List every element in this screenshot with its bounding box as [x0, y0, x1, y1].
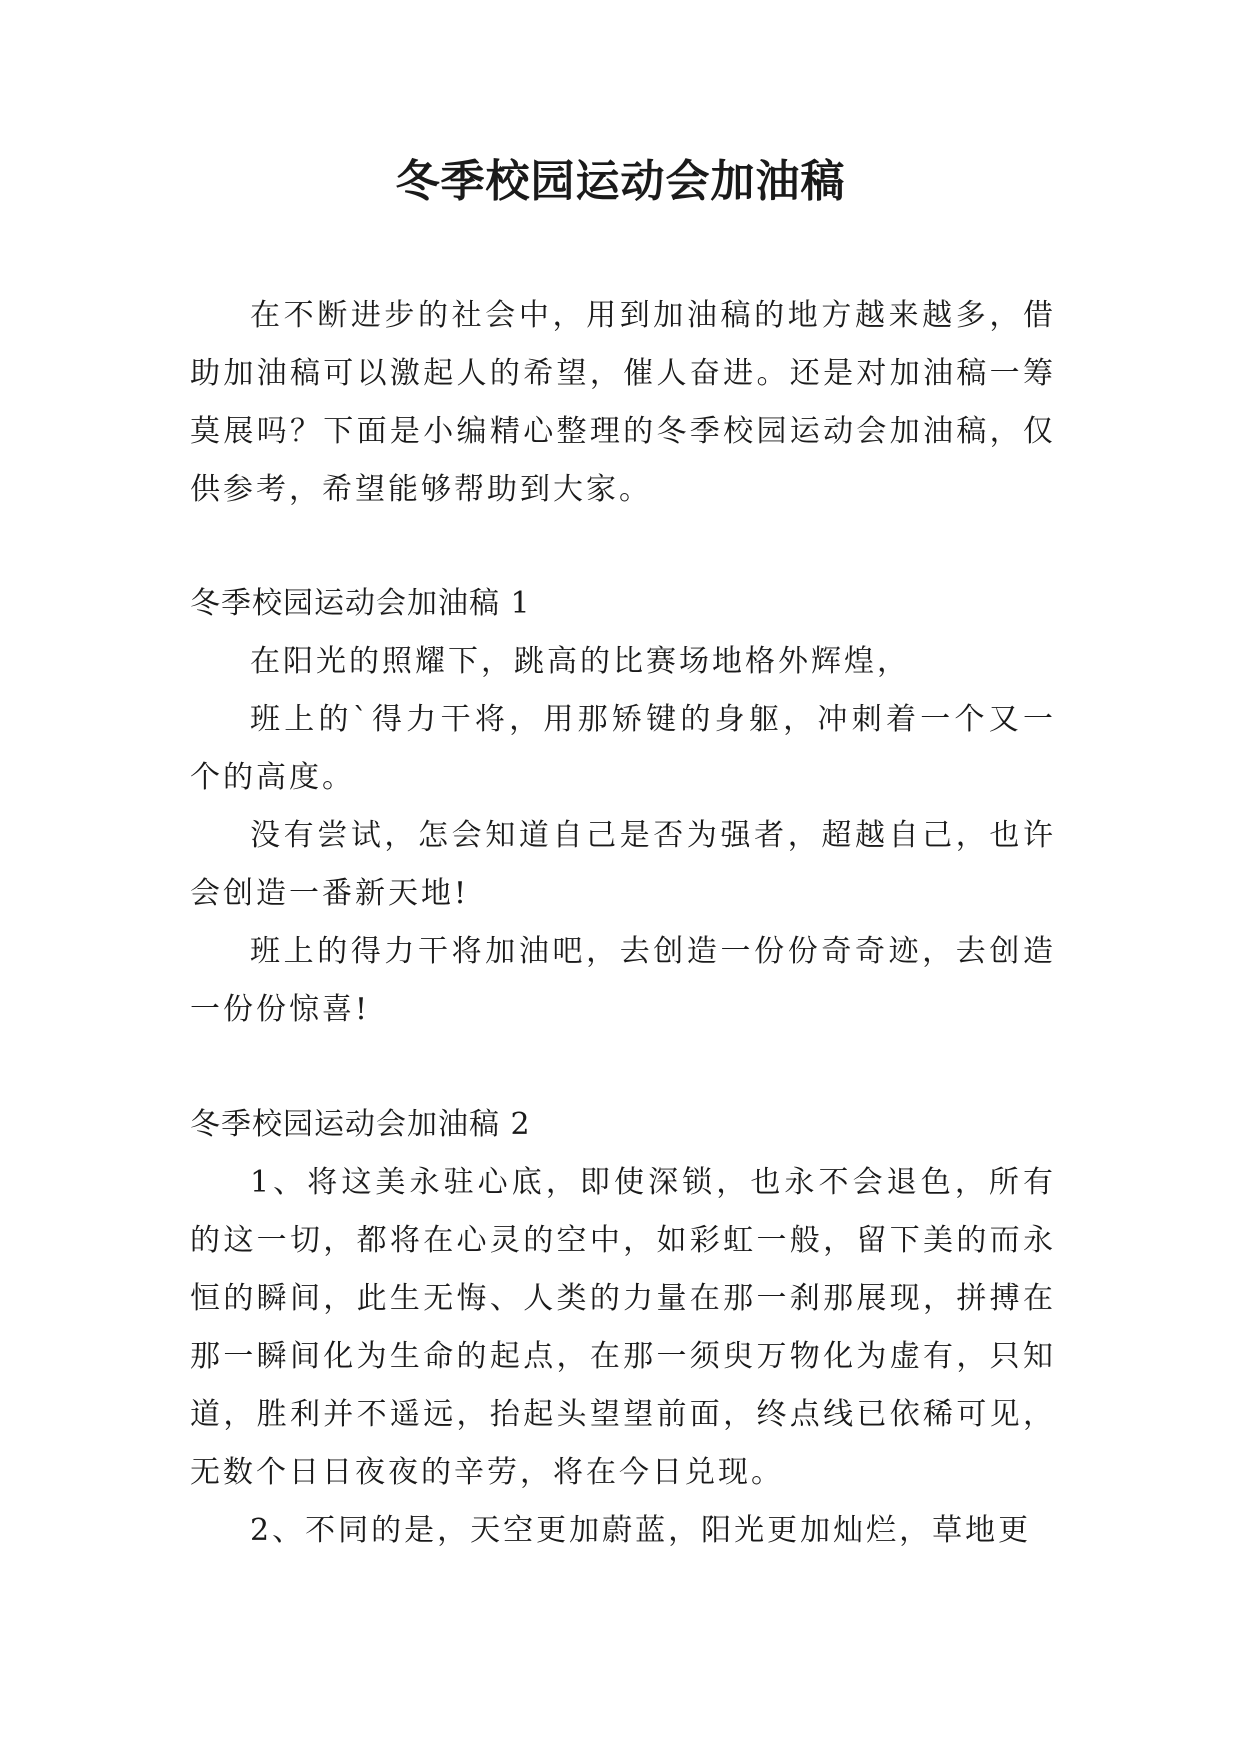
section-2-body	[190, 1154, 1056, 1560]
section-1-body	[190, 633, 1056, 1039]
section-heading: 冬季校园运动会加油稿 1	[190, 586, 531, 621]
section-2-paragraph-1: 1、将这美永驻心底，即使深锁，也永不会退色，所有的这一切，都将在心灵的空中，如彩虹一般，留下美的而永恒的瞬间，此生无悔、人类的力量在那一刹那展现，拼搏在那一瞬间化为生命的起点，在那一须臾万物化为虚有，只知道，胜利并不遥远，抬起头望望前面，终点线已依稀可见，无数个日日夜夜的辛劳，将在今日兑现。	[190, 1165, 1056, 1490]
section-heading: 冬季校园运动会加油稿 2	[190, 1107, 531, 1142]
intro-block	[190, 287, 1056, 519]
section-1-paragraph-2: 班上的`得力干将，用那矫键的身躯，冲刺着一个又一个的高度。	[190, 702, 1056, 795]
section-1-heading-block	[190, 575, 1056, 633]
section-1-paragraph-4: 班上的得力干将加油吧，去创造一份份奇奇迹，去创造一份份惊喜!	[190, 934, 1056, 1027]
section-1-paragraph-3: 没有尝试，怎会知道自己是否为强者，超越自己，也许会创造一番新天地!	[190, 818, 1056, 911]
section-2-paragraph-2: 2、不同的是，天空更加蔚蓝，阳光更加灿烂，草地更	[250, 1513, 1032, 1548]
section-1-paragraph-1: 在阳光的照耀下，跳高的比赛场地格外辉煌，	[250, 644, 910, 679]
intro-paragraph: 在不断进步的社会中，用到加油稿的地方越来越多，借助加油稿可以激起人的希望，催人奋进。还是对加油稿一筹莫展吗？下面是小编精心整理的冬季校园运动会加油稿，仅供参考，希望能够帮助到大家。	[190, 298, 1056, 507]
document-title: 冬季校园运动会加油稿	[395, 156, 846, 207]
section-2-heading-block	[190, 1096, 1056, 1154]
